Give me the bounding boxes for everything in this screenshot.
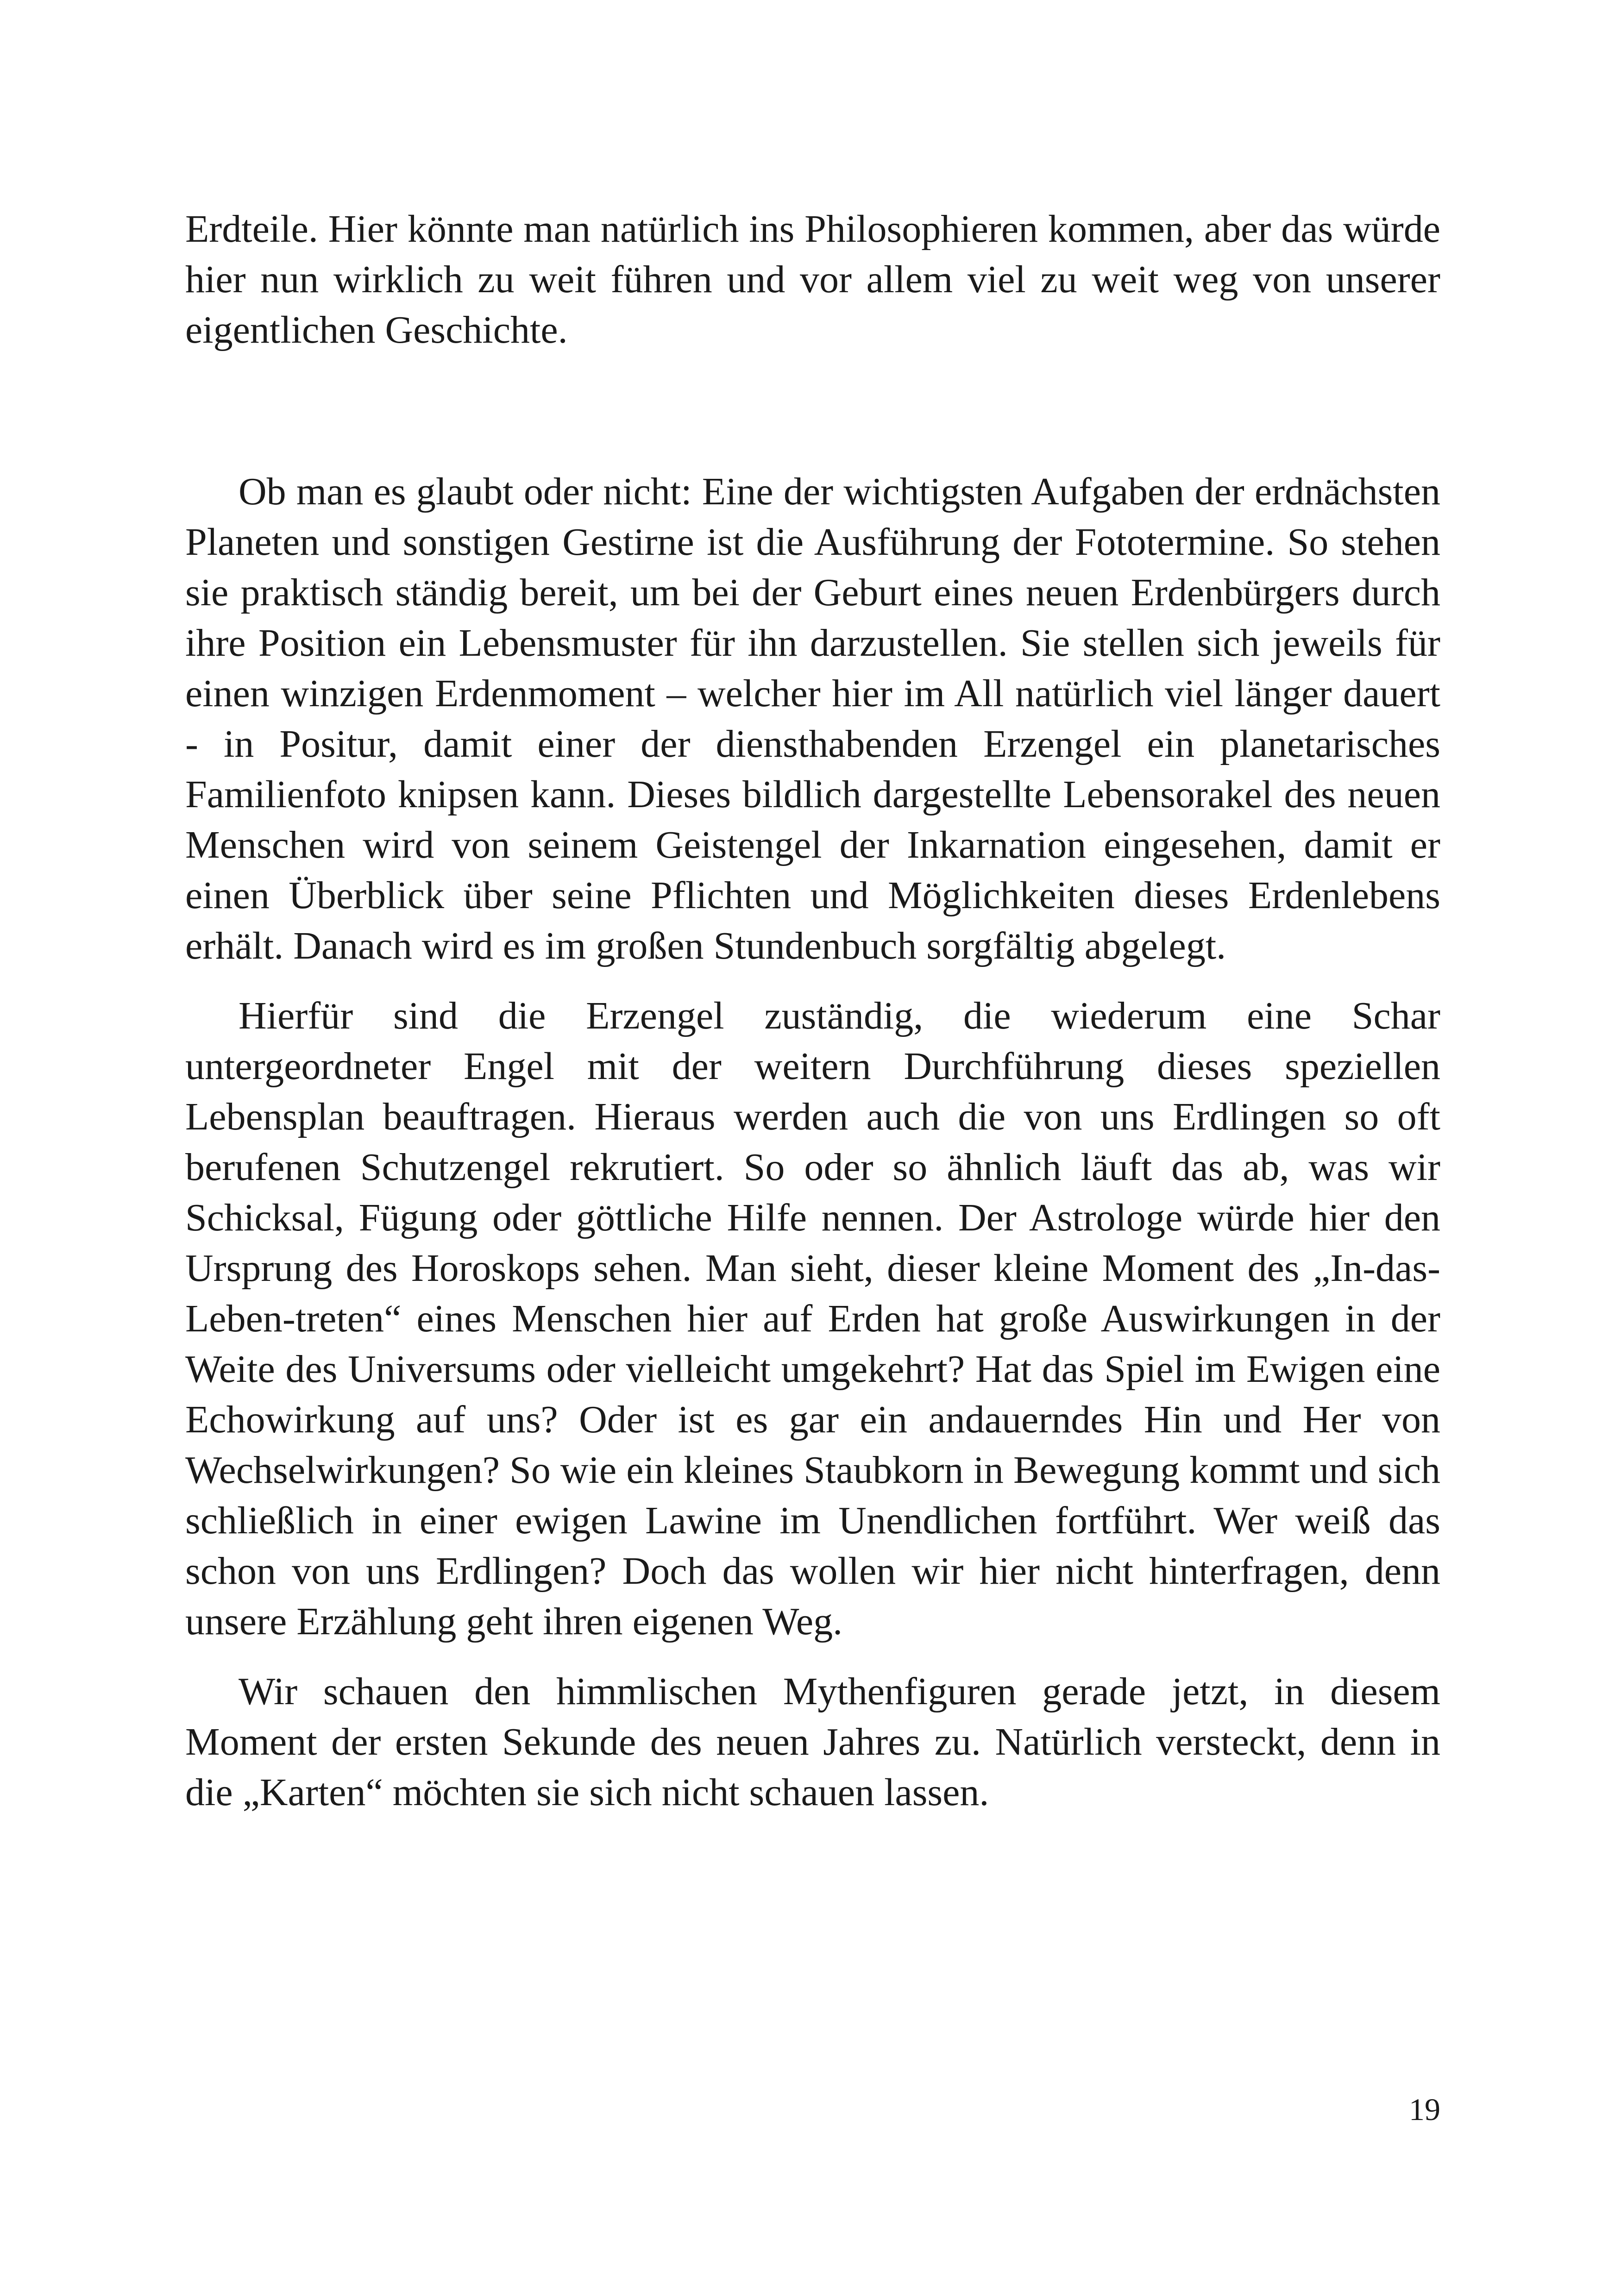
paragraph-1: Erdteile. Hier könnte man natürlich ins Philosophieren kommen, aber das würde hier nun wirklich zu weit führen und vor allem viel zu weit weg von unserer eigentlichen Geschichte. [185,207,1440,351]
paragraph-2: Ob man es glaubt oder nicht: Eine der wichtigsten Aufgaben der erdnächsten Planeten und sonstigen Gestirne ist die Ausführung der Fototermine. So stehen sie praktisch ständig bereit, um bei der Geburt eines neuen Erdenbürgers durch ihre Position ein Lebensmuster für ihn darzustellen. Sie stellen sich jeweils für einen winzigen Erdenmoment – welcher hier im All natürlich viel länger dauert - in Positur, damit einer der diensthabenden Erzengel ein planetarisches Familienfoto knipsen kann. Dieses bildlich dargestellte Lebensorakel des neuen Menschen wird von seinem Geistengel der Inkarnation eingesehen, damit er einen Überblick über seine Pflichten und Möglichkeiten dieses Erdenlebens erhält. Danach wird es im großen Stundenbuch sorgfältig abgelegt. [185,470,1440,967]
paragraph-4: Wir schauen den himmlischen Mythenfiguren gerade jetzt, in diesem Moment der ersten Sekunde des neuen Jahres zu. Natürlich versteckt, denn in die „Karten“ möchten sie sich nicht schauen lassen. [185,1670,1440,1814]
page-body [185,204,1440,1818]
page-number: 19 [1409,2092,1440,2127]
paragraph-3: Hierfür sind die Erzengel zuständig, die wiederum eine Schar untergeordneter Engel mit der weitern Durchführung dieses speziellen Lebensplan beauftragen. Hieraus werden auch die von uns Erdlingen so oft berufenen Schutzengel rekrutiert. So oder so ähnlich läuft das ab, was wir Schicksal, Fügung oder göttliche Hilfe nennen. Der Astrologe würde hier den Ursprung des Horoskops sehen. Man sieht, dieser kleine Moment des „In-das-Leben-treten“ eines Menschen hier auf Erden hat große Auswirkungen in der Weite des Universums oder vielleicht umgekehrt? Hat das Spiel im Ewigen eine Echowirkung auf uns? Oder ist es gar ein andauerndes Hin und Her von Wechselwirkungen? So wie ein kleines Staubkorn in Bewegung kommt und sich schließlich in einer ewigen Lawine im Unendlichen fortführt. Wer weiß das schon von uns Erdlingen? Doch das wollen wir hier nicht hinterfragen, denn unsere Erzählung geht ihren eigenen Weg. [185,994,1440,1643]
